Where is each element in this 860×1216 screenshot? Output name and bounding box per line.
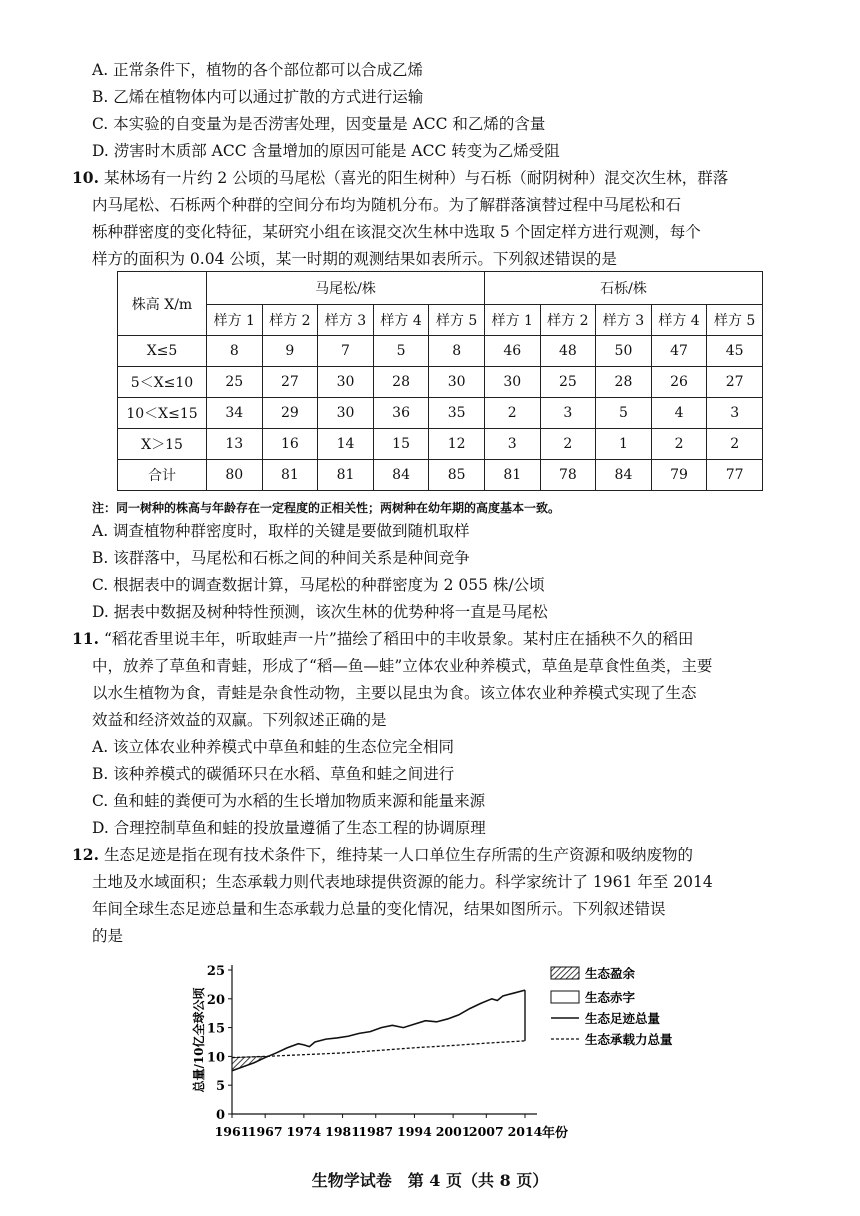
row-label: 10＜X≤15 [118,398,207,429]
table-cell: 29 [262,398,318,429]
table-corner-header: 株高 X/m [118,272,207,336]
x-tick-label: 1994 [397,1124,432,1139]
table-cell: 5 [596,398,652,429]
table-subheader: 样方 3 [318,305,374,336]
x-tick-label: 1987 [358,1124,394,1139]
table-subheader: 样方 2 [540,305,596,336]
x-tick-label: 2007 [468,1124,504,1139]
table-cell: 77 [707,460,763,491]
row-label: X≤5 [118,336,207,367]
q10-option-c: C. 根据表中的调查数据计算，马尾松的种群密度为 2 055 株/公顷 [92,576,545,594]
y-tick-label: 10 [206,1050,225,1066]
table-cell: 30 [484,367,540,398]
table-cell: 7 [318,336,374,367]
table-cell: 12 [429,429,485,460]
legend-label: 生态足迹总量 [585,1011,661,1026]
table-cell: 14 [318,429,374,460]
table-cell: 8 [207,336,263,367]
table-cell: 26 [651,367,707,398]
q11-stem-line1: “稻花香里说丰年，听取蛙声一片”描绘了稻田中的丰收景象。某村庄在插秧不久的稻田 [104,630,694,648]
legend-swatch-surplus [551,967,579,979]
page-footer: 生物学试卷 第 4 页（共 8 页） [311,1171,549,1190]
q10-number: 10. [72,168,99,187]
x-tick-label: 1967 [247,1124,283,1139]
q10-stem-line1: 某林场有一片约 2 公顷的马尾松（喜光的阳生树种）与石栎（耐阴树种）混交次生林，群落 [104,169,729,187]
x-tick-label: 1981 [325,1124,360,1139]
table-cell: 47 [651,336,707,367]
legend-label: 生态承载力总量 [585,1032,673,1047]
table-subheader: 样方 1 [207,305,263,336]
table-subheader: 样方 5 [707,305,763,336]
table-cell: 4 [651,398,707,429]
q12-stem-line1: 生态足迹是指在现有技术条件下，维持某一人口单位生存所需的生产资源和吸纳废物的 [104,846,694,864]
q10-option-b: B. 该群落中，马尾松和石栎之间的种间关系是种间竞争 [92,549,470,567]
y-tick-label: 15 [206,1021,225,1037]
legend-label: 生态盈余 [585,966,636,981]
table-cell: 9 [262,336,318,367]
table-cell: 2 [540,429,596,460]
x-tick-label: 1961 [214,1124,250,1139]
q12-number: 12. [72,845,99,864]
table-cell: 25 [207,367,263,398]
table-cell: 30 [318,367,374,398]
table-cell: 3 [540,398,596,429]
legend-swatch-deficit [551,991,579,1003]
table-cell: 2 [707,429,763,460]
q12-stem-line3: 年间全球生态足迹总量和生态承载力总量的变化情况，结果如图所示。下列叙述错误 [92,900,666,918]
q12-stem-line4: 的是 [92,927,124,945]
q9-option-b: B. 乙烯在植物体内可以通过扩散的方式进行运输 [92,88,424,106]
table-subheader: 样方 2 [262,305,318,336]
chart-x-axis-label: 年份 [542,1126,569,1141]
table-cell: 13 [207,429,263,460]
table-subheader: 样方 3 [596,305,652,336]
table-cell: 45 [707,336,763,367]
table-cell: 28 [373,367,429,398]
x-tick-label: 1974 [286,1124,322,1139]
q11-stem-line3: 以水生植物为食，青蛙是杂食性动物，主要以昆虫为食。该立体农业种养模式实现了生态 [92,684,697,702]
table-cell: 78 [540,460,596,491]
table-cell: 3 [484,429,540,460]
q10-stem-line2: 内马尾松、石栎两个种群的空间分布均为随机分布。为了解群落演替过程中马尾松和石 [92,196,682,214]
table-subheader: 样方 4 [651,305,707,336]
table-cell: 80 [207,460,263,491]
x-tick-label: 2001 [435,1124,471,1139]
table-cell: 48 [540,336,596,367]
q9-option-d: D. 涝害时木质部 ACC 含量增加的原因可能是 ACC 转变为乙烯受阻 [92,142,560,160]
table-group-header-lithocarpus: 石栎/株 [484,272,762,305]
table-cell: 3 [707,398,763,429]
table-group-header-masson-pine: 马尾松/株 [207,272,485,305]
q11-option-c: C. 鱼和蛙的粪便可为水稻的生长增加物质来源和能量来源 [92,792,486,810]
table-cell: 16 [262,429,318,460]
table-cell: 34 [207,398,263,429]
table-cell: 36 [373,398,429,429]
table-cell: 28 [596,367,652,398]
q11-stem-line2: 中，放养了草鱼和青蛙，形成了“稻—鱼—蛙”立体农业种养模式，草鱼是草食性鱼类，主要 [92,657,713,675]
y-tick-label: 25 [206,964,225,979]
y-tick-label: 5 [215,1079,225,1095]
row-label: 合计 [118,460,207,491]
legend-label: 生态赤字 [585,990,636,1005]
q12-stem-line2: 土地及水域面积；生态承载力则代表地球提供资源的能力。科学家统计了 1961 年至 2014 [92,873,713,891]
table-subheader: 样方 5 [429,305,485,336]
table-cell: 1 [596,429,652,460]
table-cell: 15 [373,429,429,460]
y-tick-label: 0 [215,1108,225,1123]
q10-option-a: A. 调查植物种群密度时，取样的关键是要做到随机取样 [92,522,470,540]
q11-number: 11. [72,629,99,648]
table-cell: 2 [484,398,540,429]
table-cell: 30 [318,398,374,429]
table-cell: 30 [429,367,485,398]
q11-option-d: D. 合理控制草鱼和蛙的投放量遵循了生态工程的协调原理 [92,819,486,837]
table-cell: 5 [373,336,429,367]
x-tick-label: 2014 [507,1124,543,1139]
table-cell: 27 [707,367,763,398]
row-label: 5＜X≤10 [118,367,207,398]
table-cell: 50 [596,336,652,367]
table-cell: 25 [540,367,596,398]
q10-option-d: D. 据表中数据及树种特性预测，该次生林的优势种将一直是马尾松 [92,603,548,621]
q9-option-a: A. 正常条件下，植物的各个部位都可以合成乙烯 [92,61,424,79]
q10-stem-line4: 样方的面积为 0.04 公顷，某一时期的观测结果如表所示。下列叙述错误的是 [92,250,617,268]
table-subheader: 样方 1 [484,305,540,336]
chart-y-axis-label: 总量/10亿全球公顷 [192,987,206,1093]
table-cell: 35 [429,398,485,429]
q11-option-b: B. 该种养模式的碳循环只在水稻、草鱼和蛙之间进行 [92,765,455,783]
table-cell: 84 [596,460,652,491]
q11-option-a: A. 该立体农业种养模式中草鱼和蛙的生态位完全相同 [92,738,455,756]
y-tick-label: 20 [206,992,225,1008]
table-cell: 46 [484,336,540,367]
table-cell: 79 [651,460,707,491]
table-subheader: 样方 4 [373,305,429,336]
table-cell: 81 [318,460,374,491]
table-cell: 81 [484,460,540,491]
table-cell: 8 [429,336,485,367]
table-cell: 85 [429,460,485,491]
row-label: X＞15 [118,429,207,460]
table-cell: 84 [373,460,429,491]
q9-option-c: C. 本实验的自变量为是否涝害处理，因变量是 ACC 和乙烯的含量 [92,115,546,133]
chart-legend [551,966,673,1047]
table-cell: 81 [262,460,318,491]
q10-table-note: 注：同一树种的株高与年龄存在一定程度的正相关性；两树种在幼年期的高度基本一致。 [92,501,561,515]
q11-stem-line4: 效益和经济效益的双赢。下列叙述正确的是 [92,711,387,729]
q10-stem-line3: 栎种群密度的变化特征，某研究小组在该混交次生林中选取 5 个固定样方进行观测，每个 [92,223,701,241]
table-cell: 2 [651,429,707,460]
table-cell: 27 [262,367,318,398]
